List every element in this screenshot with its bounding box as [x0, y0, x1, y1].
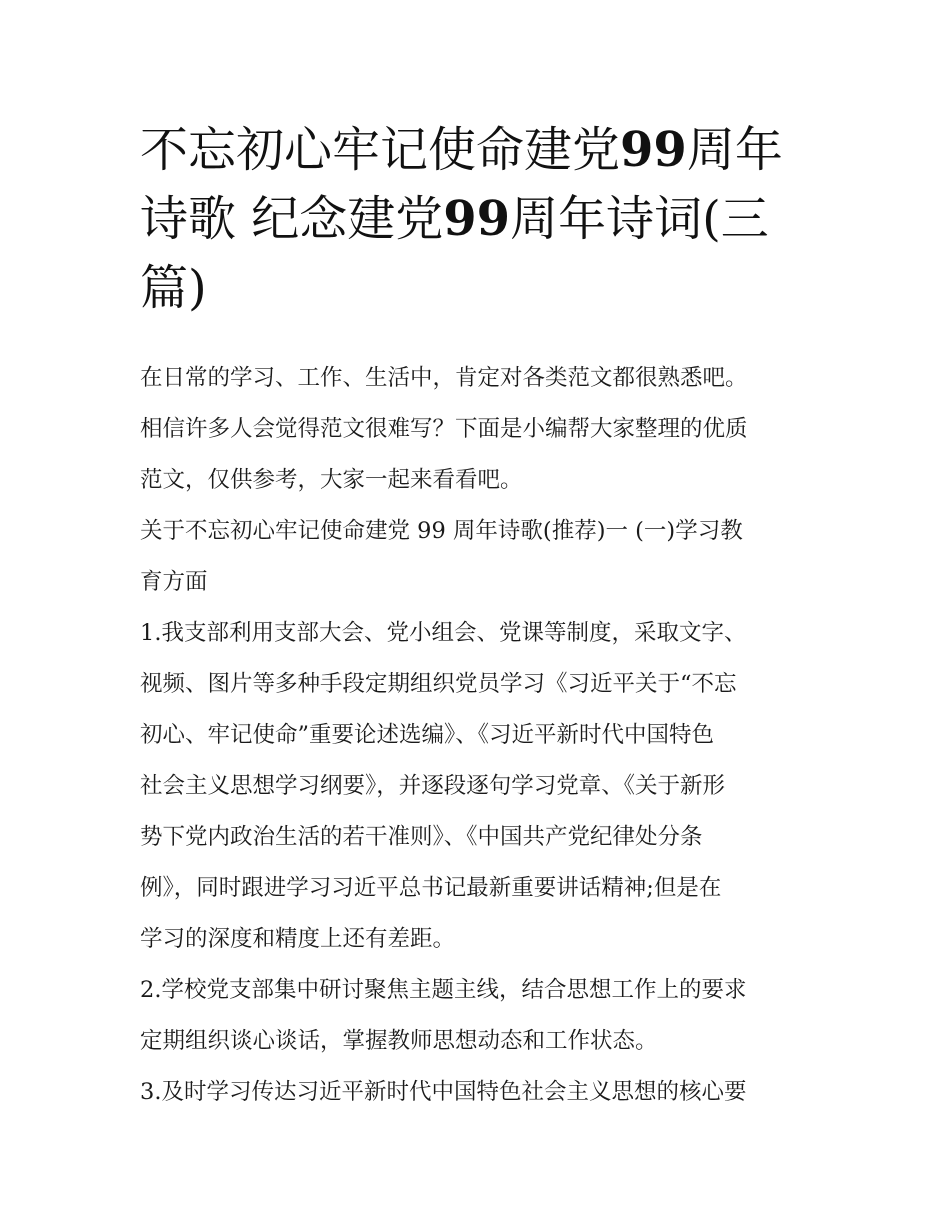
paragraph-line: 关于不忘初心牢记使命建党 99 周年诗歌(推荐)一 (一)学习教: [140, 518, 743, 544]
title-text: 篇): [140, 260, 207, 316]
title-text: 周年诗词(三: [510, 191, 769, 247]
paragraph-line: 社会主义思想学习纲要》，并逐段逐句学习党章、《关于新形: [140, 773, 726, 799]
paragraph-line: 相信许多人会觉得范文很难写？下面是小编帮大家整理的优质: [140, 416, 748, 442]
document-title: [140, 116, 830, 323]
title-number: 99: [620, 122, 687, 178]
paragraph-line: 初心、牢记使命”重要论述选编》、《习近平新时代中国特色: [140, 722, 715, 748]
paragraph-line: 例》，同时跟进学习习近平总书记最新重要讲话精神;但是在: [140, 875, 722, 901]
title-number: 99: [443, 191, 511, 247]
paragraph-line: 范文，仅供参考，大家一起来看看吧。: [140, 467, 523, 493]
paragraph-line: 势下党内政治生活的若干准则》、《中国共产党纪律处分条: [140, 824, 703, 850]
paragraph-line: 3.及时学习传达习近平新时代中国特色社会主义思想的核心要: [140, 1079, 747, 1105]
paragraph-line: 视频、图片等多种手段定期组织党员学习《习近平关于“不忘: [140, 671, 737, 697]
paragraph-line: 学习的深度和精度上还有差距。: [140, 926, 456, 952]
paragraph-line: 在日常的学习、工作、生活中，肯定对各类范文都很熟悉吧。: [140, 365, 748, 391]
title-text: 周年: [686, 122, 783, 178]
title-text: 诗歌 纪念建党: [140, 191, 444, 247]
paragraph-line: 2.学校党支部集中研讨聚焦主题主线，结合思想工作上的要求: [140, 977, 747, 1003]
title-text: 不忘初心牢记使命建党: [140, 122, 621, 178]
paragraph-line: 1.我支部利用支部大会、党小组会、党课等制度，采取文字、: [140, 620, 747, 646]
paragraph-line: 定期组织谈心谈话，掌握教师思想动态和工作状态。: [140, 1028, 658, 1054]
paragraph-line: 育方面: [140, 569, 208, 595]
